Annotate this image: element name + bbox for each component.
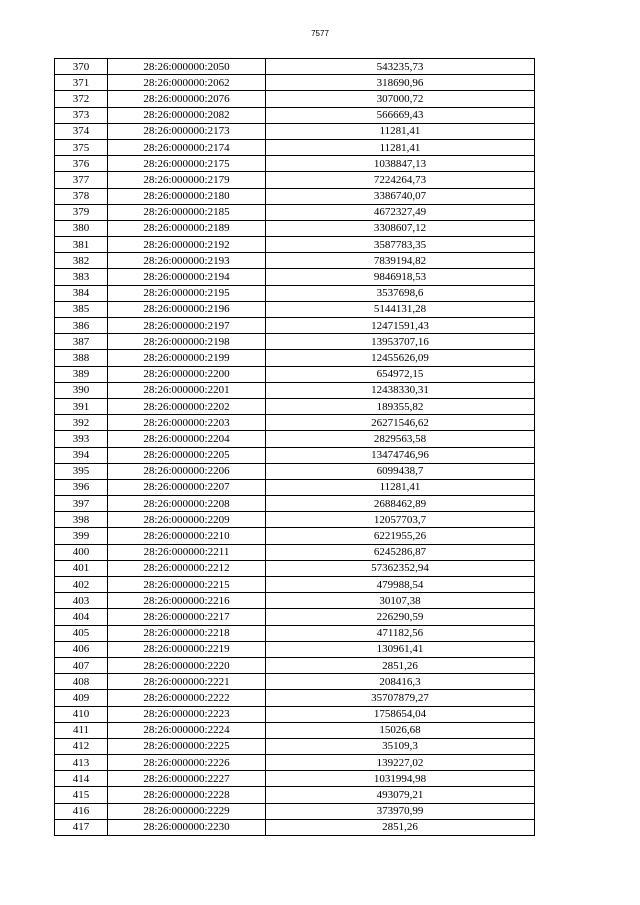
cadastral-number-cell: 28:26:000000:2174	[108, 139, 266, 155]
cadastral-value-cell: 566669,43	[266, 107, 535, 123]
cadastral-number-cell: 28:26:000000:2076	[108, 91, 266, 107]
row-number-cell: 401	[55, 560, 108, 576]
cadastral-value-cell: 6099438,7	[266, 463, 535, 479]
cadastral-value-cell: 9846918,53	[266, 269, 535, 285]
cadastral-number-cell: 28:26:000000:2202	[108, 398, 266, 414]
cadastral-number-cell: 28:26:000000:2195	[108, 285, 266, 301]
row-number-cell: 411	[55, 722, 108, 738]
row-number-cell: 393	[55, 431, 108, 447]
row-number-cell: 409	[55, 690, 108, 706]
cadastral-value-cell: 13474746,96	[266, 447, 535, 463]
cadastral-value-cell: 2851,26	[266, 657, 535, 673]
cadastral-value-cell: 2688462,89	[266, 496, 535, 512]
table-row	[55, 318, 535, 334]
row-number-cell: 386	[55, 318, 108, 334]
cadastral-value-cell: 1031994,98	[266, 771, 535, 787]
cadastral-value-cell: 2851,26	[266, 819, 535, 835]
table-row	[55, 204, 535, 220]
row-number-cell: 407	[55, 657, 108, 673]
row-number-cell: 398	[55, 512, 108, 528]
cadastral-number-cell: 28:26:000000:2208	[108, 496, 266, 512]
table-row	[55, 59, 535, 75]
cadastral-number-cell: 28:26:000000:2185	[108, 204, 266, 220]
cadastral-number-cell: 28:26:000000:2180	[108, 188, 266, 204]
table-row	[55, 382, 535, 398]
cadastral-value-cell: 307000,72	[266, 91, 535, 107]
row-number-cell: 406	[55, 641, 108, 657]
cadastral-value-cell: 1038847,13	[266, 156, 535, 172]
row-number-cell: 372	[55, 91, 108, 107]
cadastral-number-cell: 28:26:000000:2203	[108, 415, 266, 431]
cadastral-number-cell: 28:26:000000:2201	[108, 382, 266, 398]
table-row	[55, 269, 535, 285]
cadastral-value-cell: 6245286,87	[266, 544, 535, 560]
row-number-cell: 402	[55, 577, 108, 593]
table-row	[55, 690, 535, 706]
cadastral-number-cell: 28:26:000000:2222	[108, 690, 266, 706]
cadastral-value-cell: 493079,21	[266, 787, 535, 803]
row-number-cell: 389	[55, 366, 108, 382]
cadastral-value-cell: 189355,82	[266, 398, 535, 414]
cadastral-number-cell: 28:26:000000:2226	[108, 755, 266, 771]
cadastral-number-cell: 28:26:000000:2211	[108, 544, 266, 560]
row-number-cell: 377	[55, 172, 108, 188]
cadastral-number-cell: 28:26:000000:2062	[108, 75, 266, 91]
cadastral-value-cell: 12438330,31	[266, 382, 535, 398]
row-number-cell: 405	[55, 625, 108, 641]
row-number-cell: 382	[55, 253, 108, 269]
cadastral-value-cell: 57362352,94	[266, 560, 535, 576]
cadastral-value-cell: 6221955,26	[266, 528, 535, 544]
cadastral-value-cell: 3386740,07	[266, 188, 535, 204]
row-number-cell: 387	[55, 334, 108, 350]
cadastral-value-cell: 471182,56	[266, 625, 535, 641]
table-row	[55, 528, 535, 544]
cadastral-value-cell: 35109,3	[266, 738, 535, 754]
table-row	[55, 334, 535, 350]
row-number-cell: 399	[55, 528, 108, 544]
row-number-cell: 383	[55, 269, 108, 285]
table-row	[55, 479, 535, 495]
table-row	[55, 139, 535, 155]
cadastral-number-cell: 28:26:000000:2216	[108, 593, 266, 609]
cadastral-value-cell: 3587783,35	[266, 237, 535, 253]
table-row	[55, 188, 535, 204]
cadastral-number-cell: 28:26:000000:2227	[108, 771, 266, 787]
row-number-cell: 390	[55, 382, 108, 398]
cadastral-number-cell: 28:26:000000:2179	[108, 172, 266, 188]
table-row	[55, 350, 535, 366]
cadastral-number-cell: 28:26:000000:2209	[108, 512, 266, 528]
table-row	[55, 819, 535, 835]
row-number-cell: 403	[55, 593, 108, 609]
row-number-cell: 410	[55, 706, 108, 722]
table-row	[55, 415, 535, 431]
table-row	[55, 237, 535, 253]
cadastral-number-cell: 28:26:000000:2225	[108, 738, 266, 754]
row-number-cell: 412	[55, 738, 108, 754]
row-number-cell: 408	[55, 674, 108, 690]
cadastral-value-cell: 3537698,6	[266, 285, 535, 301]
row-number-cell: 392	[55, 415, 108, 431]
table-row	[55, 220, 535, 236]
cadastral-number-cell: 28:26:000000:2207	[108, 479, 266, 495]
cadastral-value-cell: 208416,3	[266, 674, 535, 690]
cadastral-value-cell: 12455626,09	[266, 350, 535, 366]
cadastral-value-cell: 1758654,04	[266, 706, 535, 722]
cadastral-number-cell: 28:26:000000:2189	[108, 220, 266, 236]
table-row	[55, 738, 535, 754]
cadastral-number-cell: 28:26:000000:2050	[108, 59, 266, 75]
cadastral-number-cell: 28:26:000000:2197	[108, 318, 266, 334]
row-number-cell: 417	[55, 819, 108, 835]
cadastral-value-table	[54, 58, 535, 836]
row-number-cell: 404	[55, 609, 108, 625]
cadastral-number-cell: 28:26:000000:2215	[108, 577, 266, 593]
cadastral-value-cell: 12471591,43	[266, 318, 535, 334]
cadastral-number-cell: 28:26:000000:2212	[108, 560, 266, 576]
cadastral-value-cell: 3308607,12	[266, 220, 535, 236]
row-number-cell: 396	[55, 479, 108, 495]
table-row	[55, 657, 535, 673]
table-row	[55, 512, 535, 528]
table-row	[55, 706, 535, 722]
cadastral-number-cell: 28:26:000000:2175	[108, 156, 266, 172]
table-row	[55, 366, 535, 382]
cadastral-number-cell: 28:26:000000:2199	[108, 350, 266, 366]
table-body	[55, 59, 535, 836]
table-row	[55, 593, 535, 609]
cadastral-number-cell: 28:26:000000:2221	[108, 674, 266, 690]
row-number-cell: 388	[55, 350, 108, 366]
row-number-cell: 384	[55, 285, 108, 301]
table-row	[55, 787, 535, 803]
table-row	[55, 447, 535, 463]
table-row	[55, 301, 535, 317]
cadastral-number-cell: 28:26:000000:2196	[108, 301, 266, 317]
row-number-cell: 373	[55, 107, 108, 123]
table-row	[55, 625, 535, 641]
cadastral-number-cell: 28:26:000000:2230	[108, 819, 266, 835]
cadastral-number-cell: 28:26:000000:2194	[108, 269, 266, 285]
cadastral-number-cell: 28:26:000000:2223	[108, 706, 266, 722]
cadastral-value-cell: 130961,41	[266, 641, 535, 657]
row-number-cell: 414	[55, 771, 108, 787]
cadastral-value-cell: 12057703,7	[266, 512, 535, 528]
cadastral-value-cell: 7224264,73	[266, 172, 535, 188]
cadastral-value-cell: 373970,99	[266, 803, 535, 819]
cadastral-number-cell: 28:26:000000:2229	[108, 803, 266, 819]
cadastral-number-cell: 28:26:000000:2219	[108, 641, 266, 657]
cadastral-number-cell: 28:26:000000:2228	[108, 787, 266, 803]
table-row	[55, 641, 535, 657]
table-row	[55, 398, 535, 414]
table-row	[55, 285, 535, 301]
row-number-cell: 397	[55, 496, 108, 512]
table-row	[55, 577, 535, 593]
cadastral-number-cell: 28:26:000000:2210	[108, 528, 266, 544]
cadastral-value-cell: 11281,41	[266, 139, 535, 155]
cadastral-number-cell: 28:26:000000:2217	[108, 609, 266, 625]
row-number-cell: 370	[55, 59, 108, 75]
cadastral-value-cell: 11281,41	[266, 479, 535, 495]
row-number-cell: 394	[55, 447, 108, 463]
row-number-cell: 374	[55, 123, 108, 139]
cadastral-value-cell: 479988,54	[266, 577, 535, 593]
cadastral-number-cell: 28:26:000000:2205	[108, 447, 266, 463]
cadastral-value-cell: 318690,96	[266, 75, 535, 91]
row-number-cell: 376	[55, 156, 108, 172]
table-row	[55, 431, 535, 447]
row-number-cell: 416	[55, 803, 108, 819]
table-row	[55, 560, 535, 576]
row-number-cell: 380	[55, 220, 108, 236]
cadastral-number-cell: 28:26:000000:2220	[108, 657, 266, 673]
table-row	[55, 755, 535, 771]
cadastral-number-cell: 28:26:000000:2224	[108, 722, 266, 738]
table-row	[55, 107, 535, 123]
cadastral-number-cell: 28:26:000000:2204	[108, 431, 266, 447]
cadastral-value-cell: 654972,15	[266, 366, 535, 382]
row-number-cell: 378	[55, 188, 108, 204]
table-row	[55, 463, 535, 479]
cadastral-value-cell: 5144131,28	[266, 301, 535, 317]
cadastral-number-cell: 28:26:000000:2218	[108, 625, 266, 641]
cadastral-value-cell: 543235,73	[266, 59, 535, 75]
cadastral-value-cell: 35707879,27	[266, 690, 535, 706]
row-number-cell: 400	[55, 544, 108, 560]
cadastral-number-cell: 28:26:000000:2193	[108, 253, 266, 269]
table-row	[55, 674, 535, 690]
row-number-cell: 379	[55, 204, 108, 220]
cadastral-value-cell: 4672327,49	[266, 204, 535, 220]
cadastral-value-cell: 7839194,82	[266, 253, 535, 269]
row-number-cell: 395	[55, 463, 108, 479]
row-number-cell: 381	[55, 237, 108, 253]
cadastral-value-cell: 139227,02	[266, 755, 535, 771]
page-number: 7577	[311, 29, 329, 38]
table-row	[55, 75, 535, 91]
table-row	[55, 91, 535, 107]
row-number-cell: 415	[55, 787, 108, 803]
cadastral-value-cell: 26271546,62	[266, 415, 535, 431]
cadastral-value-cell: 11281,41	[266, 123, 535, 139]
row-number-cell: 375	[55, 139, 108, 155]
table-row	[55, 123, 535, 139]
cadastral-number-cell: 28:26:000000:2198	[108, 334, 266, 350]
cadastral-value-cell: 226290,59	[266, 609, 535, 625]
cadastral-number-cell: 28:26:000000:2173	[108, 123, 266, 139]
cadastral-number-cell: 28:26:000000:2192	[108, 237, 266, 253]
table-row	[55, 803, 535, 819]
row-number-cell: 391	[55, 398, 108, 414]
row-number-cell: 371	[55, 75, 108, 91]
table-row	[55, 496, 535, 512]
cadastral-number-cell: 28:26:000000:2200	[108, 366, 266, 382]
table-row	[55, 156, 535, 172]
row-number-cell: 413	[55, 755, 108, 771]
table-row	[55, 609, 535, 625]
cadastral-value-cell: 2829563,58	[266, 431, 535, 447]
cadastral-value-cell: 15026,68	[266, 722, 535, 738]
table-row	[55, 722, 535, 738]
cadastral-number-cell: 28:26:000000:2082	[108, 107, 266, 123]
row-number-cell: 385	[55, 301, 108, 317]
cadastral-number-cell: 28:26:000000:2206	[108, 463, 266, 479]
cadastral-value-cell: 13953707,16	[266, 334, 535, 350]
cadastral-value-cell: 30107,38	[266, 593, 535, 609]
table-row	[55, 771, 535, 787]
table-row	[55, 253, 535, 269]
table-row	[55, 544, 535, 560]
table-row	[55, 172, 535, 188]
